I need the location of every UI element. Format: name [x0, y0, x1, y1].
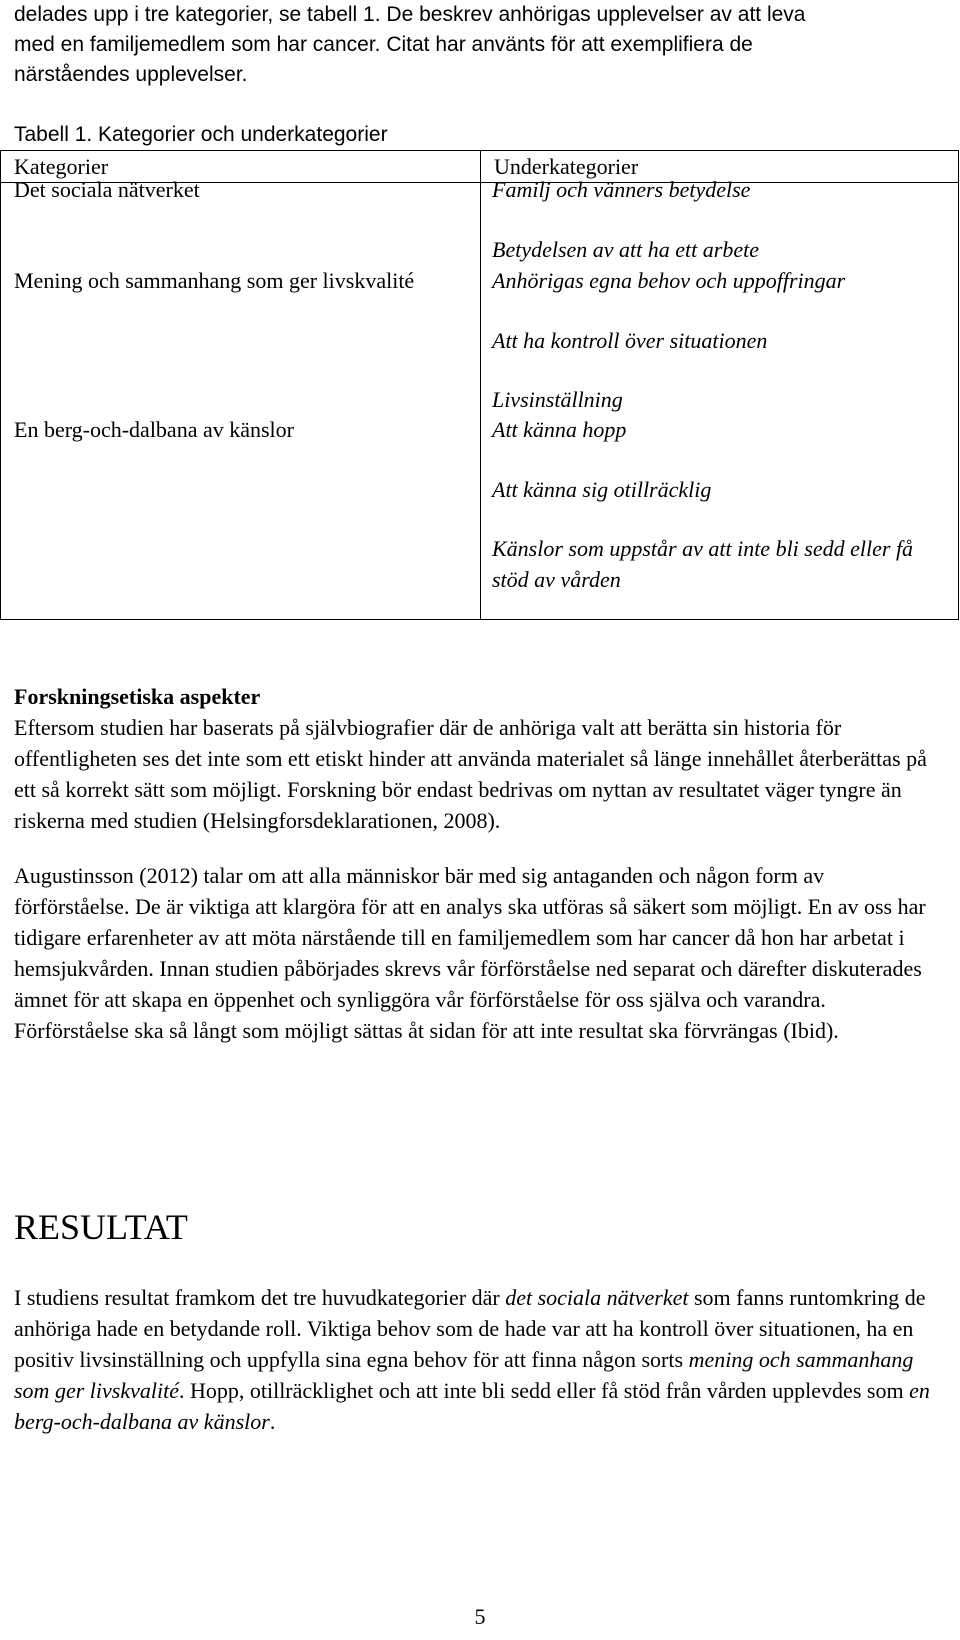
- intro-line: närståendes upplevelser.: [14, 63, 248, 86]
- category-item: En berg-och-dalbana av känslor: [14, 417, 294, 442]
- header-categories: Kategorier: [1, 151, 481, 183]
- results-text: I studiens resultat framkom det tre huvudkategorier där: [14, 1285, 506, 1310]
- subcategory-item: Livsinställning: [492, 387, 623, 412]
- results-heading: RESULTAT: [14, 1207, 188, 1247]
- intro-text: [14, 0, 944, 90]
- categories-cell: [1, 183, 481, 620]
- results-text: .: [269, 1409, 276, 1434]
- ethics-paragraph-1: Eftersom studien har baserats på självbiografier där de anhöriga valt att berätta sin historia för offentligheten ses det inte som ett etiskt hinder att använda materialet så länge innehållet återberättas på ett så korrekt sätt som möjligt. Forskning bör endast bedrivas om nyttan av resultatet väger tyngre än riskerna med studien (Helsingforsdeklarationen, 2008).: [14, 715, 927, 833]
- subcategory-item: Anhörigas egna behov och uppoffringar: [492, 268, 846, 293]
- results-paragraph: [14, 1282, 944, 1437]
- category-item: Mening och sammanhang som ger livskvalité: [14, 268, 415, 293]
- page-number: 5: [474, 1604, 486, 1629]
- subcategory-item: Att känna hopp: [492, 417, 627, 442]
- ethics-heading: Forskningsetiska aspekter: [14, 684, 261, 709]
- intro-line: delades upp i tre kategorier, se tabell 1. De beskrev anhörigas upplevelser av att leva: [14, 3, 806, 26]
- subcategory-item: Att känna sig otillräcklig: [492, 477, 712, 502]
- header-subcategories: Underkategorier: [481, 151, 959, 183]
- subcategory-item: Känslor som uppstår av att inte bli sedd eller få stöd av vården: [492, 536, 914, 592]
- results-text: som fanns runtomkring de anhöriga hade en betydande roll. Viktiga behov som de hade var att ha kontroll över situationen, ha en positiv livsinställning och uppfylla sina egna behov för att finna någon sorts: [14, 1285, 926, 1372]
- results-text: . Hopp, otillräcklighet och att inte bli sedd eller få stöd från vården upplevdes som: [178, 1378, 910, 1403]
- subcategory-item: Att ha kontroll över situationen: [492, 328, 768, 353]
- intro-line: med en familjemedlem som har cancer. Citat har använts för att exemplifiera de: [14, 33, 753, 56]
- category-item: Det sociala nätverket: [14, 177, 200, 202]
- subcategory-item: Betydelsen av att ha ett arbete: [492, 237, 759, 262]
- table-caption: Tabell 1. Kategorier och underkategorier: [14, 123, 388, 146]
- results-emphasis: det sociala nätverket: [505, 1285, 689, 1310]
- ethics-paragraph-2: Augustinsson (2012) talar om att alla människor bär med sig antaganden och någon form av förförståelse. De är viktiga att klargöra för att en analys ska utföras så säkert som möjligt. En av oss har tidigare erfarenheter av att möta närstående till en familjemedlem som har cancer då hon har arbetat i hemsjukvården. Innan studien påbörjades skrevs vår förförståelse ned separat och därefter diskuterades ämnet för att skapa en öppenhet och synliggöra vår förförståelse för oss själva och varandra. Förförståelse ska så långt som möjligt sättas åt sidan för att inte resultat ska förvrängas (Ibid).: [14, 863, 926, 1043]
- results-emphasis: mening och sammanhang som ger livskvalité: [14, 1347, 914, 1403]
- subcategory-item: Familj och vänners betydelse: [492, 177, 751, 202]
- results-emphasis: en berg-och-dalbana av känslor: [14, 1378, 930, 1434]
